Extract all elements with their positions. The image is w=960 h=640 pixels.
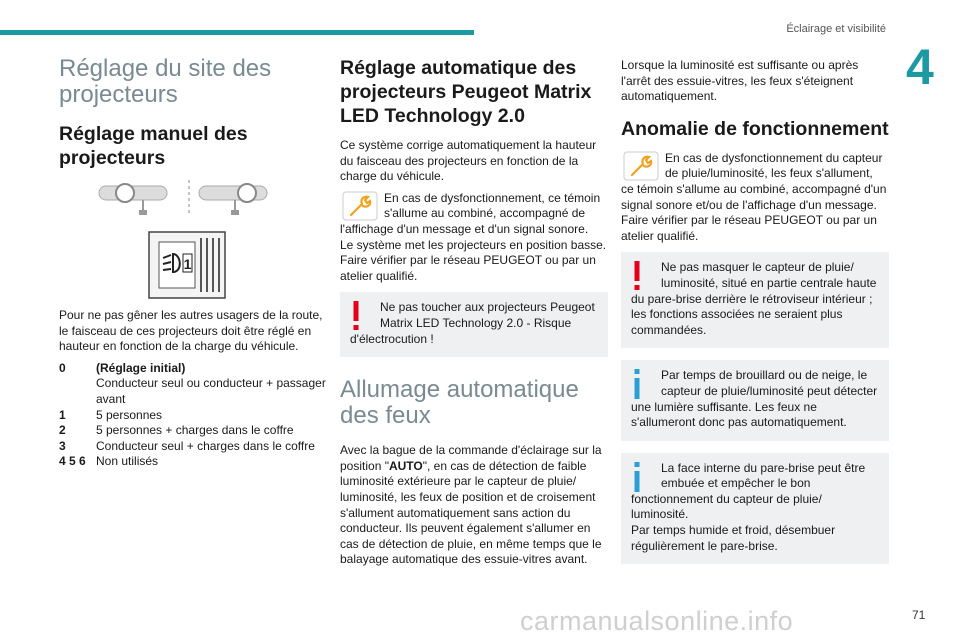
warning-exclamation-icon <box>633 261 641 291</box>
section-title-auto-adjust: Réglage automatique des projecteurs Peugeot Matrix LED Technology 2.0 <box>340 57 592 127</box>
wrench-icon <box>342 191 378 221</box>
list-item-text: 5 personnes <box>96 407 163 422</box>
page-number: 71 <box>912 608 926 622</box>
info-text-rest: une lumière suffisante. Les feux ne s'allumeront donc pas automatiquement. <box>631 399 847 430</box>
section-title-auto-lights: Allumage automatique des feux <box>340 376 579 430</box>
list-item-text: Conducteur seul ou conducteur + passager avant <box>96 376 326 406</box>
auto-label: AUTO <box>388 458 423 473</box>
column-2 <box>340 52 608 574</box>
info-box-fog <box>621 360 889 440</box>
list-key: 3 <box>59 438 66 453</box>
note-text-p3: Faire vérifier par le réseau PEUGEOT ou par un atelier qualifié. <box>340 253 596 283</box>
note-text-rest: l'affichage d'un message et d'un signal sonore. <box>340 221 589 236</box>
warning-text: Ne pas masquer le capteur de pluie/ luminosité, situé en partie centrale haute <box>661 260 877 290</box>
top-accent-bar <box>0 30 474 35</box>
note-text-p2: Faire vérifier par le réseau PEUGEOT ou par un atelier qualifié. <box>621 213 877 243</box>
list-key: 1 <box>59 407 66 422</box>
list-item <box>59 408 327 424</box>
paragraph: Lorsque la luminosité est suffisante ou après l'arrêt des essuie-vitres, les feux s'éteignent automatiquement. <box>621 58 859 104</box>
list-item <box>59 439 327 455</box>
warning-text-rest: d'électrocution ! <box>350 331 434 346</box>
note-text: En cas de dysfonctionnement du capteur de pluie/luminosité, les feux s'allument, <box>665 150 883 181</box>
section-title: Réglage du site des projecteurs <box>59 55 272 108</box>
list-item-text: Conducteur seul + charges dans le coffre <box>96 438 315 453</box>
vehicle-loading-illustration <box>59 180 327 300</box>
headlamp-adjust-figure <box>59 180 327 300</box>
chapter-title: Éclairage et visibilité <box>786 23 886 35</box>
malfunction-note <box>340 191 608 285</box>
section-title-anomaly: Anomalie de fonctionnement <box>621 117 889 140</box>
paragraph: Ce système corrige automatiquement la hauteur du faisceau des projecteurs en fonction de la charge du véhicule. <box>340 138 597 184</box>
sensor-malfunction-note <box>621 151 889 245</box>
list-item <box>59 454 327 470</box>
note-text-p2: Le système met les projecteurs en position basse. <box>340 237 607 252</box>
intro-paragraph: Pour ne pas gêner les autres usagers de la route, le faisceau de ces projecteurs doit être réglé en hauteur en fonction de la charge du véhicule. <box>59 308 323 354</box>
warning-text: Ne pas toucher aux projecteurs Peugeot Matrix LED Technology 2.0 - Risque <box>380 300 595 330</box>
note-text-rest: ce témoin s'allume au combiné, accompagné d'un signal sonore et/ou de l'affichage d'un message. <box>621 181 887 212</box>
info-text-p2: Par temps humide et froid, désembuer régulièrement le pare-brise. <box>631 523 836 553</box>
warning-exclamation-icon <box>352 301 360 331</box>
info-icon <box>633 369 641 399</box>
column-1 <box>59 52 327 470</box>
chapter-number: 4 <box>906 39 934 95</box>
warning-box <box>340 292 608 357</box>
auto-lights-paragraph: Avec la bague de la commande d'éclairage sur la position "AUTO", en cas de détection de faible luminosité extérieure par le capteur de pluie/ luminosité, les feux de position et de croisement s'allument automatiquement sans action du conducteur. Ils peuvent également s'allumer en cas de détection de pluie, en même temps que le balayage automatique des essuie-vitres avant. <box>340 443 602 567</box>
list-key: 4 5 6 <box>59 454 86 469</box>
list-item-title: (Réglage initial) <box>96 360 186 375</box>
wheel-digit: 1 <box>183 256 192 272</box>
warning-text-rest: du pare-brise derrière le rétroviseur intérieur ; les fonctions associées ne seraient plus commandées. <box>631 291 873 337</box>
subsection-title: Réglage manuel des projecteurs <box>59 123 248 169</box>
note-text: En cas de dysfonctionnement, ce témoin s'allume au combiné, accompagné de <box>384 190 601 221</box>
info-text-rest: fonctionnement du capteur de pluie/ luminosité. <box>631 491 822 522</box>
wrench-icon <box>623 151 659 181</box>
list-item <box>59 361 327 408</box>
list-item <box>59 423 327 439</box>
info-icon <box>633 462 641 492</box>
info-text: Par temps de brouillard ou de neige, le capteur de pluie/luminosité peut détecter <box>661 368 878 398</box>
warning-box <box>621 252 889 348</box>
info-text: La face interne du pare-brise peut être embuée et empêcher le bon <box>661 460 866 491</box>
list-item-text: 5 personnes + charges dans le coffre <box>96 423 294 438</box>
list-item-text: Non utilisés <box>96 454 159 469</box>
info-box-windscreen <box>621 453 889 565</box>
watermark: carmanualsonline.info <box>520 606 794 636</box>
column-3 <box>621 52 889 576</box>
list-key: 0 <box>59 360 66 375</box>
load-setting-list <box>59 361 327 470</box>
list-key: 2 <box>59 423 66 438</box>
